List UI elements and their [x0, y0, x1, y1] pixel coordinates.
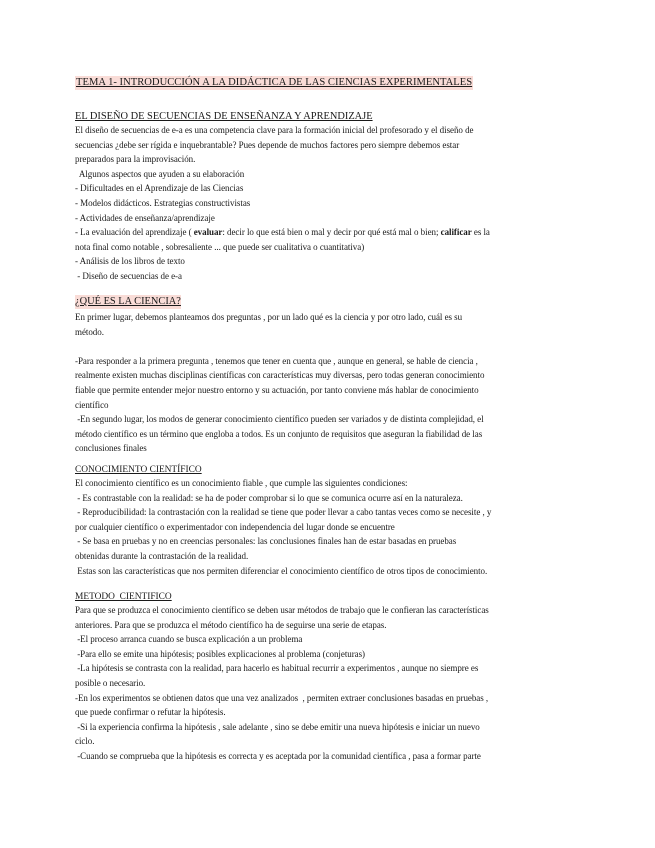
paragraph-line: obtenidas durante la contrastación de la realidad. — [75, 550, 249, 561]
paragraph-line — [75, 339, 580, 354]
section-heading-conocimiento-cientifico: CONOCIMIENTO CIENTÍFICO — [75, 465, 202, 475]
paragraph-line: nota final como notable , sobresaliente ... que puede ser cualitativa o cuantitativa) — [75, 241, 365, 252]
list-item: - Actividades de enseñanza/aprendizaje — [75, 212, 215, 223]
list-item: -Cuando se comprueba que la hipótesis es correcta y es aceptada por la comunidad científica , pasa a formar parte — [75, 750, 481, 761]
paragraph-line: -Para responder a la primera pregunta , tenemos que tener en cuenta que , aunque en general, se hable de ciencia , — [75, 355, 478, 366]
section-heading-que-es-la-ciencia: ¿QUÉ ES LA CIENCIA? — [75, 296, 181, 307]
paragraph-line: conclusiones finales — [75, 443, 147, 454]
section-heading-metodo-cientifico: METODO CIENTIFICO — [75, 592, 172, 602]
paragraph-line: preparados para la improvisación. — [75, 154, 196, 165]
list-item: - Diseño de secuencias de e-a — [75, 270, 182, 281]
paragraph-line: Estas son las características que nos permiten diferenciar el conocimiento científico de otros tipos de conocimiento. — [75, 565, 488, 576]
text-run: - La evaluación del aprendizaje ( — [75, 227, 194, 238]
paragraph-line: realmente existen muchas disciplinas científicas con características muy diversas, pero todas generan conocimiento — [75, 370, 485, 381]
list-item: - Modelos didácticos. Estrategias constructivistas — [75, 197, 251, 208]
text-run: es la — [471, 227, 490, 238]
paragraph-line: ciclo. — [75, 736, 95, 747]
list-item: - Es contrastable con la realidad: se ha de poder comprobar si lo que se comunica ocurre así en la naturaleza. — [75, 492, 463, 503]
section-body-diseno — [75, 123, 580, 284]
list-item: - Reproducibilidad: la contrastación con la realidad se tiene que poder llevar a cabo tantas veces como se necesite , y — [75, 507, 492, 518]
section-body-metodo-cientifico — [75, 603, 580, 764]
list-item: - Dificultades en el Aprendizaje de las Ciencias — [75, 183, 244, 194]
paragraph-line: que puede confirmar o refutar la hipótesis. — [75, 707, 226, 718]
bold-term-calificar: calificar — [440, 227, 472, 238]
paragraph-line: por cualquier científico o experimentador con independencia del lugar donde se encuentre — [75, 521, 395, 532]
paragraph-line: Para que se produzca el conocimiento científico se deben usar métodos de trabajo que le confieran las características — [75, 605, 489, 615]
list-item: - Análisis de los libros de texto — [75, 256, 185, 267]
list-item: -Si la experiencia confirma la hipótesis , sale adelante , sino se debe emitir una nueva hipótesis e iniciar un nuevo — [75, 721, 480, 732]
section-body-conocimiento-cientifico — [75, 476, 580, 578]
page-title: TEMA 1- INTRODUCCIÓN A LA DIDÁCTICA DE LAS CIENCIAS EXPERIMENTALES — [76, 77, 473, 88]
bold-term-evaluar: evaluar — [193, 227, 223, 238]
list-item: - Se basa en pruebas y no en creencias personales: las conclusiones finales han de estar basadas en pruebas — [75, 536, 457, 547]
paragraph-line: El diseño de secuencias de e-a es una competencia clave para la formación inicial del profesorado y el diseño de — [75, 125, 474, 135]
paragraph-line: secuencias ¿debe ser rígida e inquebrantable? Pues depende de muchos factores pero siempre debemos estar — [75, 139, 460, 150]
paragraph-line: En primer lugar, debemos planteamos dos preguntas , por un lado qué es la ciencia y por otro lado, cuál es su — [75, 312, 463, 322]
paragraph-line: científico — [75, 399, 109, 410]
list-item: -Para ello se emite una hipótesis; posibles explicaciones al problema (conjeturas) — [75, 648, 366, 659]
section-body-que-es-la-ciencia — [75, 310, 580, 456]
list-item: -En los experimentos se obtienen datos que una vez analizados , permiten extraer conclusiones basadas en pruebas , — [75, 692, 489, 703]
paragraph-line: fiable que permite entender mejor nuestro entorno y su actuación, por tanto conviene más hablar de conocimiento — [75, 384, 479, 395]
paragraph-line: El conocimiento científico es un conocimiento fiable , que cumple las siguientes condiciones: — [75, 478, 408, 488]
paragraph-line: posible o necesario. — [75, 677, 146, 688]
list-item-evaluacion — [75, 225, 580, 240]
paragraph-line: método. — [75, 326, 104, 337]
text-run: : decir lo que está bien o mal y decir por qué está mal o bien; — [222, 227, 441, 238]
paragraph-line: -En segundo lugar, los modos de generar conocimiento científico pueden ser variados y de distinta complejidad, el — [75, 414, 484, 425]
list-item: -La hipótesis se contrasta con la realidad, para hacerlo es habitual recurrir a experimentos , aunque no siempre es — [75, 663, 479, 674]
list-item: -El proceso arranca cuando se busca explicación a un problema — [75, 634, 303, 645]
paragraph-line: método científico es un término que engloba a todos. Es un conjunto de requisitos que aseguran la fiabilidad de las — [75, 428, 483, 439]
section-heading-diseno: EL DISEÑO DE SECUENCIAS DE ENSEÑANZA Y APRENDIZAJE — [75, 111, 373, 122]
paragraph-line: anteriores. Para que se produzca el método científico ha de seguirse una serie de etapas. — [75, 619, 387, 630]
paragraph-line: Algunos aspectos que ayuden a su elaboración — [75, 168, 245, 179]
